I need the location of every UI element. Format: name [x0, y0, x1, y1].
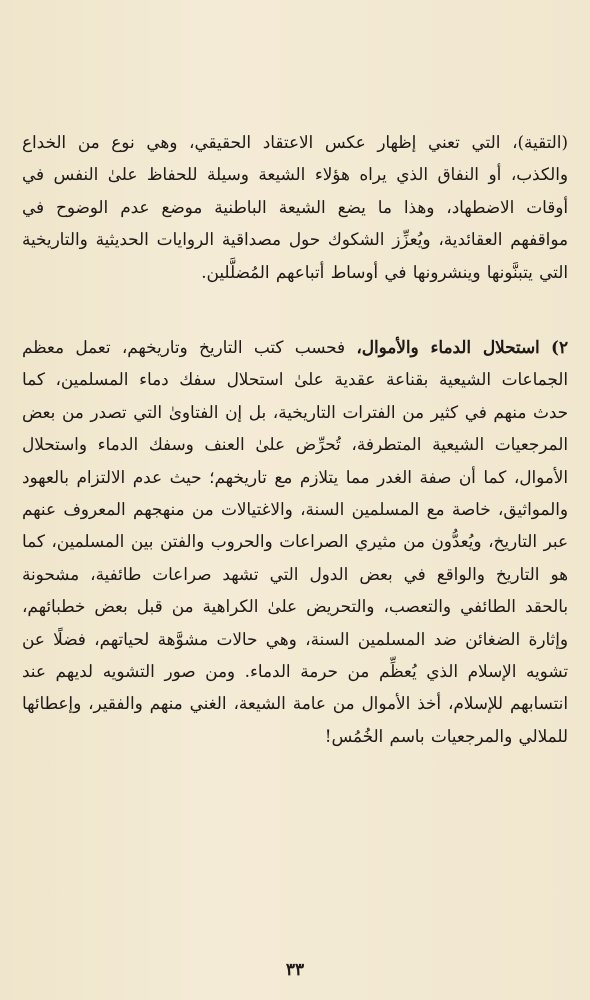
section-number: ٢): [551, 337, 568, 357]
paragraph-body: [22, 331, 568, 752]
paragraph-blood-and-money: [22, 331, 568, 752]
page-number: ٣٣: [285, 960, 305, 980]
paragraph-taqiyya: [22, 126, 568, 288]
section-heading: استحلال الدماء والأموال،: [356, 337, 540, 357]
paragraph-text: (التقية)، التي تعني إظهار عكس الاعتقاد الحقيقي، وهي نوع من الخداع والكذب، أو النفاق الذي يراه هؤلاء الشيعة وسيلة للحفاظ علىٰ النفس في أوقات الاضطهاد، وهذا ما يضع الشيعة الباطنية موضع عدم الوضوح في مواقفهم العقائدية، ويُعزِّز الشكوك حول مصداقية الروايات الحديثية والتاريخية التي يتبنَّونها وينشرونها في أوساط أتباعهم المُضلَّلين.: [22, 132, 568, 282]
paragraph-text: فحسب كتب التاريخ وتاريخهم، تعمل معظم الجماعات الشيعية بقناعة عقدية علىٰ استحلال سفك دماء المسلمين، كما حدث منهم في كثير من الفترات التاريخية، بل إن الفتاوىٰ التي تصدر من بعض المرجعيات الشيعية المتطرفة، تُحرِّض علىٰ العنف وسفك الدماء واستحلال الأموال، كما أن صفة الغدر مما يتلازم مع تاريخهم؛ حيث عدم الالتزام بالعهود والمواثيق، خاصة مع المسلمين السنة، والاغتيالات من منهجهم المعروف عنهم عبر التاريخ، ويُعدُّون من مثيري الصراعات والحروب والفتن بين المسلمين، كما هو التاريخ والواقع في بعض الدول التي تشهد صراعات طائفية، مشحونة بالحقد الطائفي والتعصب، والتحريض علىٰ الكراهية من قبل بعض خطبائهم، وإثارة الضغائن ضد المسلمين السنة، وهي حالات مشوَّهة لحياتهم، فضلًا عن تشويه الإسلام الذي يُعظِّم من حرمة الدماء. ومن صور التشويه لديهم عند انتسابهم للإسلام، أخذ الأموال من عامة الشيعة، الغني منهم والفقير، وإعطائها للملالي والمرجعيات باسم الخُمُس!: [22, 337, 568, 746]
